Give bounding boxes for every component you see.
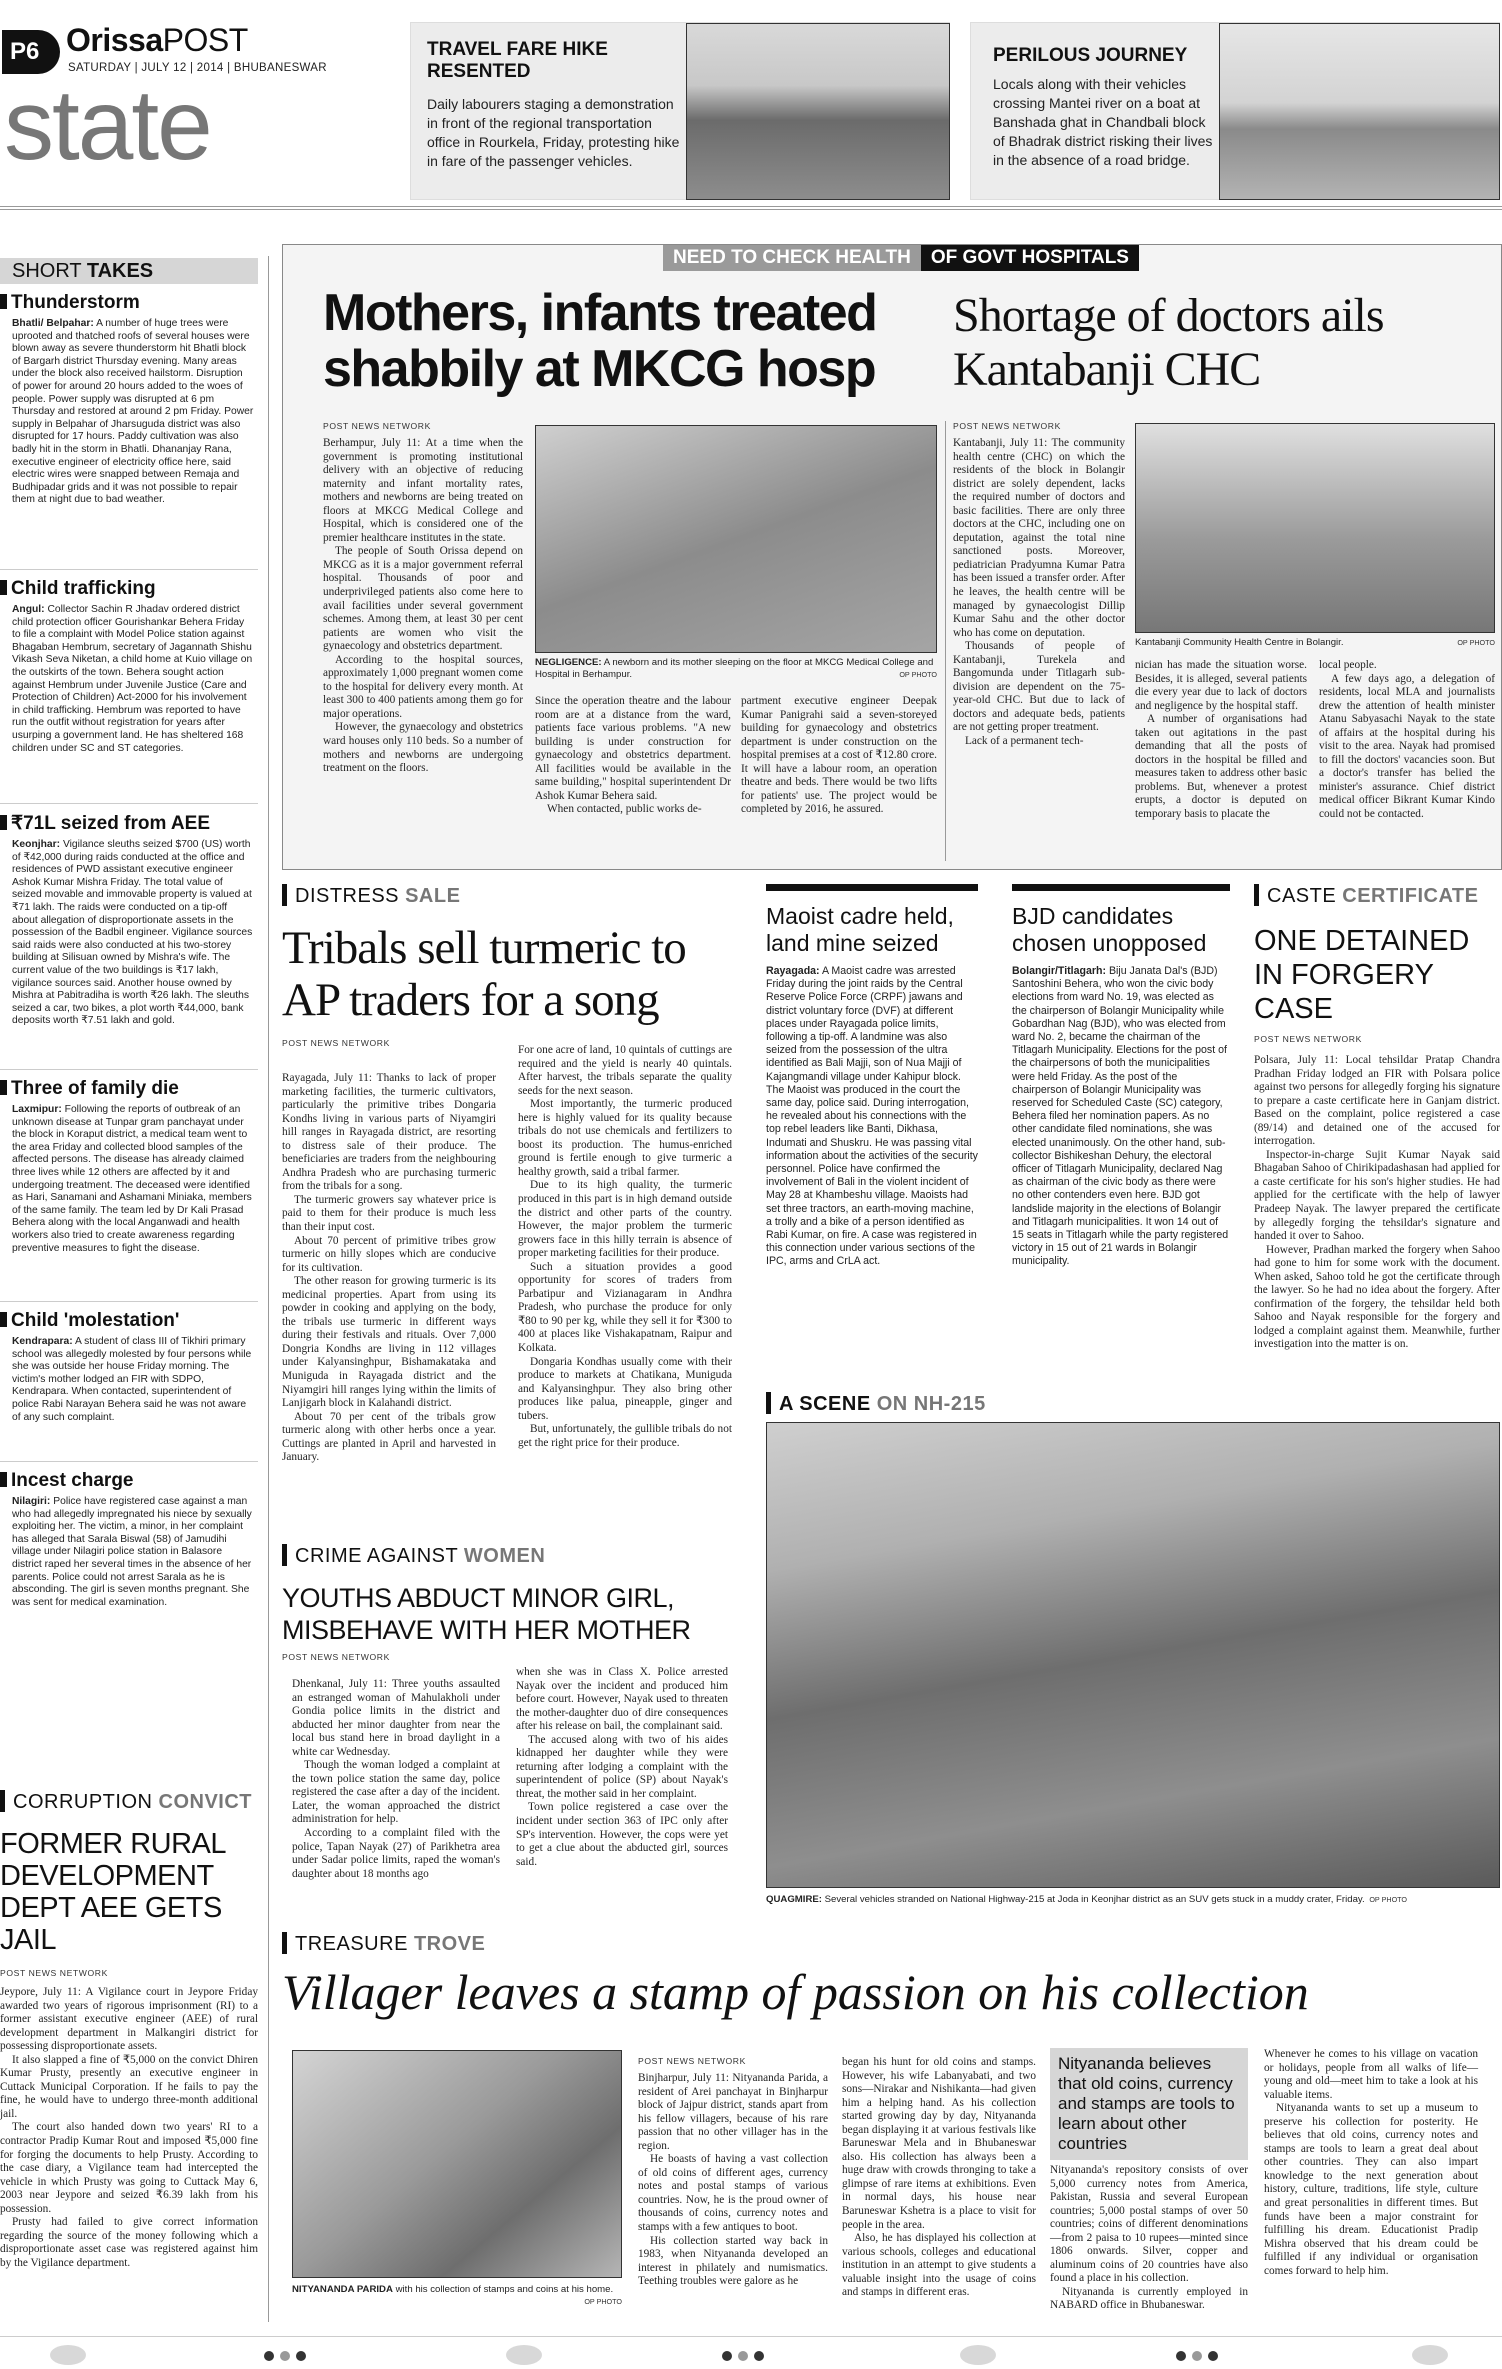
pull-quote: Nityananda believes that old coins, currency and stamps are tools to learn about other countries xyxy=(1050,2048,1248,2160)
headline: BJD candidates chosen unopposed xyxy=(1012,903,1207,956)
treasure-col-4: Whenever he comes to his village on vacation or holidays, people from all walks of life—young and old—meet him to take a look at his valuable items. Nityananda wants to set up a museum to preserve his collection for posterity. He believes that old coins, currency notes and stamps are tools to learn a great deal about other countries. They can also impart knowledge to the next generation about history, culture, traditions, life style, culture and great personalities in different times. But funds have been a major constraint for fulfilling his dream. Educationist Pradip Mishra observed that his dream could be fulfilled if any individual or organisation comes forward to help him. xyxy=(1264,2048,1478,2277)
short-take-text: Collector Sachin R Jhadav ordered district child protection officer Gourishankar Behera Friday to file a complaint with Model Police station against Bhagaban Hembrum, secretary of Jagannath Shishu Vikash Seva Niketan, a child home at Kuio village on the outskirts of the town. Behera sought action against Hembrum under Juvenile Justice (Care and Protection of Children) Act-2000 for his involvement in child trafficking. Hembrum was reported to have run the outfit without registration for years after usurping a government land. He has sheltered 168 children under SC and ST categories. xyxy=(12,604,253,754)
reg-mark xyxy=(960,2345,996,2365)
photo-caption: NEGLIGENCE: A newborn and its mother sleeping on the floor at MKCG Medical College and Hospital in Berhampur. OP PHOTO xyxy=(535,657,937,680)
headline-kantabanji: Shortage of doctors ails Kantabanji CHC xyxy=(953,289,1384,396)
teaser-perilous-journey[interactable] xyxy=(970,22,1500,200)
photo-story-nh215 xyxy=(766,1392,1500,1922)
photo-caption: QUAGMIRE: Several vehicles stranded on National Highway-215 at Joda in Keonjhar district as an SUV gets stuck in a muddy crater, Friday. OP PHOTO xyxy=(766,1894,1408,1905)
short-take-title: Child trafficking xyxy=(0,578,258,600)
byline: POST NEWS NETWORK xyxy=(1254,1034,1362,1044)
teaser-travel-fare[interactable] xyxy=(410,22,950,200)
reg-mark xyxy=(1176,2351,1186,2361)
photo-nityananda-collection xyxy=(292,2050,622,2278)
short-take-body xyxy=(0,1104,258,1255)
headline-mkcg: Mothers, infants treated shabbily at MKCG hosp xyxy=(323,284,877,398)
masthead xyxy=(0,0,1502,210)
mkcg-col-3: partment executive engineer Deepak Kumar Panigrahi said a seven-storeyed building for gynaecology and obstetrics department is under construction on the hospital premises at a cost of ₹12.80 crore. It will have a labour room, an operation theatre and beds. There would be two lifts for patients' use. The project would be completed by 2016, he assured. xyxy=(741,695,937,816)
story-corruption xyxy=(0,1790,258,2300)
short-take-title: Three of family die xyxy=(0,1078,258,1100)
teaser-title: TRAVEL FARE HIKE RESENTED xyxy=(427,39,608,82)
kantabanji-col-3: local people. A few days ago, a delegation of residents, local MLA and journalists drew the attention of health minister Atanu Sabyasachi Nayak to the state of affairs at the hospital during his visit to the area. Nayak had promised to fill the doctors' vacancies soon. But a doctor's transfer has belied the minister's assurance. Chief district medical officer Bikrant Kumar Kindo could not be contacted. xyxy=(1319,659,1495,821)
headline: FORMER RURAL DEVELOPMENT DEPT AEE GETS JAIL xyxy=(0,1828,225,1956)
top-rule xyxy=(1012,884,1230,891)
treasure-col-2: began his hunt for old coins and stamps. However, his wife Labanyabati, and two sons—Nirakar and Nishikanta—had given him a helping hand. As his collection started growing day by day, Nityananda began displaying it at various festivals like Baruneswar Mela and in Bhubaneswar also. His collection has always been a huge draw with crowds thronging to take a glimpse of rare items at exhibitions. Even in normal days, his house near Baruneswar Kshetra is a place to visit for people in the area. Also, he has displayed his collection at various schools, colleges and educational institution in an attempt to give students a valuable insight into the usage of coins and stamps in different eras. xyxy=(842,2056,1036,2299)
short-take-dateline: Nilagiri: xyxy=(12,1496,51,1507)
story-health-package xyxy=(282,244,1502,870)
mkcg-col-2: Since the operation theatre and the labour room are at a distance from the ward, patients face various problems. "A new building is under construction for gynaecology and obstetrics department. All facilities would be available in the same building," hospital superintendent Dr Ashok Kumar Behera said. When contacted, public works de- xyxy=(535,695,731,816)
kicker: CASTE CERTIFICATE xyxy=(1254,884,1500,908)
short-take-dateline: Keonjhar: xyxy=(12,839,61,850)
short-take-text: Police have registered case against a man who had allegedly impregnated his niece by sexually exploiting her. The victim, a minor, in her complaint has alleged that Sarala Biswal (58) of Jamudihi village under Nilagiri police station in Balasore district raped her several times in the absence of her parents. Police could not arrest Sarala as he is absconding. The girl is seven months pregnant. She was sent for medical examination. xyxy=(12,1496,252,1608)
photo-stranded-vehicles xyxy=(766,1422,1500,1888)
kicker: TREASURE TROVE xyxy=(282,1932,1500,1956)
story-body: Jeypore, July 11: A Vigilance court in Jeypore Friday awarded two years of rigorous imprisonment (RI) to a former assistant executive engineer (AEE) of rural development department in Malkangiri district for possessing disproportionate assets. It also slapped a fine of ₹5,000 on the convict Dhiren Kumar Prusty, presently an executive engineer in Cuttack Municipal Corporation. If he fails to pay the fine, he would have to undergo three-month additional jail. The court also handed down two years' RI to a contractor Pradip Kumar Rout and imposed ₹5,000 fine for forging the documents to help Prusty. According to the case diary, a Vigilance team had intercepted the vehicle in which Prusty was going to Cuttack May 6, 2003 near Jeypore and seized ₹6.39 lakh from his possession. Prusty had failed to give correct information regarding the source of the money following which a disproportionate asset case was registered against him by the Vigilance department. xyxy=(0,1986,258,2269)
short-take-dateline: Bhatli/ Belpahar: xyxy=(12,318,94,329)
short-take-body xyxy=(0,318,258,507)
column-divider xyxy=(268,256,269,2322)
short-take-text: Following the reports of outbreak of an unknown disease at Tunpar gram panchayat under the block in Koraput district, a medical team went to the area Friday and collected blood samples of the affected persons. The disease has already claimed three lives while 12 others are affected by it and undergoing treatment. The deceased were identified as Hari, Sanamani and Ashamani Miniaka, members of the same family. The team led by Dr Kali Prasad Behera along with the local Anganwadi and health workers also tried to create awareness regarding preventive measures to fight the disease. xyxy=(12,1104,252,1254)
short-take-body xyxy=(0,604,258,755)
kantabanji-col-1: Kantabanji, July 11: The community health centre (CHC) on which the residents of the block in Bolangir district are solely dependent, lacks the required number of doctors and basic facilities. There are only three doctors at the CHC, including one on deputation, against the total nine sanctioned posts. Moreover, pediatrician Pradyumna Kumar Patra has been issued a transfer order. After he leaves, the health centre will be managed by gynaecologist Dillip Kumar Sahu and the other doctor who has come on deputation. Thousands of people of Kantabanji, Turekela and Bangomunda under Titlagarh sub-division are dependent on the 75-year-old CHC. But due to lack of doctors and adequate beds, patients are not getting proper treatment. Lack of a permanent tech- xyxy=(953,437,1125,748)
headline: Tribals sell turmeric to AP traders for a song xyxy=(282,922,686,1026)
byline: POST NEWS NETWORK xyxy=(282,1038,390,1048)
story-body: Bolangir/Titlagarh: Biju Janata Dal's (BJD) Santoshini Behera, who won the civic body elections from ward No. 19, was elected as the chairperson of Bolangir Municipality while Gobardhan Nag (BJD), who was elected from ward No. 2, became the chairman of the Titlagarh Municipality. Elections for the post of the chairpersons of both the municipalities were held Friday. As the post of the chairperson of Bolangir Municipality was reserved for Scheduled Caste (SC) category, Behera filed her nomination papers. As no other candidate filed nominations, she was elected unanimously. On the other hand, sub-collector Bishikeshan Dehury, the electoral officer of Titlagarh Municipality, declared Nag as chairman of the civic body as there were no other contenders even here. BJD got landslide majority in the elections of Bolangir and Titlagarh municipalities. It won 14 out of 15 seats in Titlagarh while the party registered victory in 15 out of 21 wards in Bolangir municipality. xyxy=(1012,965,1229,1268)
short-take-title: Child 'molestation' xyxy=(0,1310,258,1332)
story-turmeric xyxy=(282,884,732,1534)
section-title: state xyxy=(4,69,211,181)
kantabanji-col-2: nician has made the situation worse. Besides, it is alleged, several patients die every year due to lack of doctors and negligence by the hospital staff. A number of organisations had taken out agitations in the past demanding that all the posts of doctors in the hospital be filled and measures taken to address other basic problems. But, whenever a protest erupts, a doctor is deputed on temporary basis to placate the xyxy=(1135,659,1307,821)
story-bjd xyxy=(1012,884,1230,1404)
treasure-col-3: Nityananda's repository consists of over 5,000 currency notes from America, Pakistan, Russia and several European countries; 5,000 postal stamps of over 50 countries; coins of different denominations—from 2 paisa to 10 rupees—minted since 1806 onwards. Silver, copper and aluminum coins of 20 countries have also found a place in his collection. Nityananda is currently employed in NABARD office in Bhubaneswar. xyxy=(1050,2164,1248,2312)
photo-caption: NITYANANDA PARIDA with his collection of stamps and coins at his home. OP PHOTO xyxy=(292,2284,622,2306)
short-take-title: Incest charge xyxy=(0,1470,258,1492)
reg-mark xyxy=(1412,2345,1448,2365)
kicker: CRIME AGAINST WOMEN xyxy=(282,1544,732,1568)
story-body: Polsara, July 11: Local tehsildar Pratap Chandra Pradhan Friday lodged an FIR with Polsara police against two persons for allegedly forging his signature to prepare a caste certificate here in Ganjam district. Based on the complaint, police registered a case (89/14) and detained one of the accused for interrogation. Inspector-in-charge Sujit Kumar Nayak said Bhagaban Sahoo of Chirikipadashasan had applied for a caste certificate for his son's higher studies. He had applied for the certificate with the help of lawyer Pradeep Nayak. The lawyer prepared the certificate by allegedly forging the tehsildar's signature and handed it over to Sahoo. However, Pradhan marked the forgery when Sahoo had gone to him for some work with the document. When asked, Sahoo told he got the certificate through the lawyer. So he had no idea about the forgery. After confirmation of the forgery, the tehsildar held both Sahoo and Nayak responsible for the forgery and lodged a complaint against them. Meanwhile, further investigation into the matter is on. xyxy=(1254,1054,1500,1351)
short-take-text: Vigilance sleuths seized $700 (US) worth of ₹42,000 during raids conducted at the office and residences of PWD assistant executive engineer Ashok Kumar Mishra Friday. The total value of seized movable and immovable property is valued at ₹71 lakh. The raids were conducted on a tip-off about allegation of disproportionate assets in the possession of the Badbil engineer. Vigilance sources said raids were also conducted at his two-storey building at Silisuan owned by Mishra's wife. The current value of the two buildings is ₹17 lakh, vigilance sources said. Another house owned by Mishra at Pabitradiha is worth ₹26 lakh. The sleuths seized a car, two bikes, a plot worth ₹44,000, bank deposits worth ₹7.51 lakh and gold. xyxy=(12,839,253,1027)
short-take-item xyxy=(0,1078,258,1302)
byline: POST NEWS NETWORK xyxy=(323,421,431,431)
short-take-item xyxy=(0,292,258,570)
reg-mark xyxy=(50,2345,86,2365)
top-rule xyxy=(766,884,978,891)
story-caste xyxy=(1254,884,1500,1404)
headline: Maoist cadre held, land mine seized xyxy=(766,903,954,956)
headline: ONE DETAINED IN FORGERY CASE xyxy=(1254,925,1470,1025)
teaser-text: Daily labourers staging a demonstration in front of the regional transportation office in Rourkela, Friday, protesting hike in fare of the passenger vehicles. xyxy=(427,96,680,169)
short-take-dateline: Laxmipur: xyxy=(12,1104,62,1115)
story-body: Rayagada: A Maoist cadre was arrested Friday during the joint raids by the Central Reserve Police Force (CRPF) jawans and district voluntary force (DVF) at different places under Rayagada police limits, following a tip-off. A landmine was also seized from the possession of the ultra identified as Bali Majji, son of Nua Majji of Kajangmandi village under Kahipur block. The Maoist was produced in the court the same day, police said. During interrogation, he revealed about his connections with the top rebel leaders like Banti, Dikhasa, Indumati and Shuskru. He was passing vital information about the activities of the security personnel. Police have confirmed the involvement of Bali in the violent incident of May 28 at Khambeshu village. Maoists had set three tractors, an earth-moving machine, a trolly and a bike of a person identified as Rabi Kumar, on fire. A case was registered in this connection under various sections of the IPC, arms and CrLA act. xyxy=(766,965,978,1268)
reg-mark xyxy=(264,2351,274,2361)
story-treasure xyxy=(282,1932,1500,2322)
short-take-item xyxy=(0,812,258,1070)
mkcg-col-1: Berhampur, July 11: At a time when the government is promoting institutional delivery with an objective of reducing maternity and infant mortality rates, mothers and newborns are being treated on floors at MKCG Medical College and Hospital, which is considered one of the premier healthcare institutes in the state. The people of South Orissa depend on MKCG as it is a major government referral hospital. Thousands of poor and underprivileged patients also come here to avail facilities under several government schemes. Among them, at least 30 per cent patients are women who visit the gynaecology and obstetrics department. According to the hospital sources, approximately 1,000 pregnant women come to the hospital for delivery every month. At least 300 to 400 patients among them go for major operations. However, the gynaecology and obstetrics ward houses only 110 beds. So a number of mothers and newborns are undergoing treatment on the floors. xyxy=(323,437,523,775)
short-take-title: ₹71L seized from AEE xyxy=(0,812,258,835)
short-takes-list xyxy=(0,292,258,1682)
short-take-text: A student of class III of Tikhiri primary school was allegedly molested by four persons while she was outside her house Friday morning. The victim's mother lodged an FIR with SDPO, Kendrapara. When contacted, superintendent of police Rabi Narayan Behera said he was not aware of any such complaint. xyxy=(12,1336,252,1423)
teaser-text: Locals along with their vehicles crossing Mantei river on a boat at Banshada ghat in Chandbali block of Bhadrak district risking their lives in the absence of a road bridge. xyxy=(993,76,1213,168)
crime-col-2: when she was in Class X. Police arrested Nayak over the incident and produced him before court. However, Nayak used to threaten the mother-daughter duo of dire consequences after his release on bail, the complainant said. The accused along with two of his aides kidnapped her daughter while they were returning after lodging a complaint with the superintendent of police (SP) about Nayak's threat, the mother said in her complaint. Town police registered a case over the incident under section 363 of IPC only after SP's intervention. However, the cops were yet to get a clue about the abducted girl, sources said. xyxy=(516,1666,728,1868)
short-take-item xyxy=(0,578,258,804)
kicker: A SCENE ON NH-215 xyxy=(766,1392,1500,1416)
teaser-photo-boat xyxy=(1219,23,1500,200)
headline: Villager leaves a stamp of passion on his collection xyxy=(282,1964,1309,2020)
short-take-title: Thunderstorm xyxy=(0,292,258,314)
byline: POST NEWS NETWORK xyxy=(953,421,1061,431)
short-take-item xyxy=(0,1470,258,1682)
crime-col-1: Dhenkanal, July 11: Three youths assaulted an estranged woman of Mahulakholi under Gondia police limits in the district and abducted her minor daughter from near the local bus stand here in broad daylight in a white car Wednesday. Though the woman lodged a complaint at the town police station the same day, police registered the case after a day of the incident. Later, the woman approached the district administration for help. According to a complaint filed with the police, Tapan Nayak (27) of Parikhetra area under Sadar police limits, raped the woman's daughter about 18 months ago xyxy=(292,1678,500,1880)
package-divider xyxy=(945,421,946,861)
brand-logo: OrissaPOST xyxy=(66,22,248,58)
short-take-body xyxy=(0,1496,258,1609)
short-take-item xyxy=(0,1310,258,1462)
package-band: NEED TO CHECK HEALTH OF GOVT HOSPITALS xyxy=(663,245,1139,271)
dateline: SATURDAY | JULY 12 | 2014 | BHUBANESWAR xyxy=(68,62,327,74)
short-take-dateline: Kendrapara: xyxy=(12,1336,73,1347)
byline: POST NEWS NETWORK xyxy=(638,2056,746,2066)
photo-caption: Kantabanji Community Health Centre in Bolangir. OP PHOTO xyxy=(1135,637,1495,648)
short-take-body xyxy=(0,839,258,1028)
short-takes-header: SHORT TAKES xyxy=(0,258,258,284)
byline: POST NEWS NETWORK xyxy=(282,1652,390,1662)
story-crime xyxy=(282,1544,732,1924)
registration-marks xyxy=(0,2336,1502,2369)
page-number-badge: P6 xyxy=(2,30,60,74)
photo-kantabanji-chc xyxy=(1135,423,1495,633)
headline: YOUTHS ABDUCT MINOR GIRL, MISBEHAVE WITH HER MOTHER xyxy=(282,1583,691,1645)
short-take-dateline: Angul: xyxy=(12,604,45,615)
teaser-photo-demonstration xyxy=(686,23,950,200)
turmeric-col-2: For one acre of land, 10 quintals of cuttings are required and the yield is nearly 40 quintals. After harvest, the tribals separate the quality seeds for the next season. Most importantly, the turmeric produced here is highly valued for its quality because tribals do not use chemicals and fertilizers to boost its production. The humus-enriched ground is fertile enough to give turmeric a healthy growth, said a tribal farmer. Due to its high quality, the turmeric produced in this part is in high demand outside the district and other parts of the country. However, the major problem the turmeric growers face in this hilly terrain is absence of proper marketing facilities for their produce. Such a situation provides a good opportunity for scores of traders from Parbatipur and Vizianagaram in Andhra Pradesh, who purchase the produce for only ₹80 to 90 per kg, while they sell it for ₹300 to 400 at places like Vishakapatnam, Raipur and Kolkata. Dongaria Kondhas usually come with their produce to markets at Chatikana, Muniguda and Kalyansinghpur. They also bring other produces like palua, pineapple, ginger and tubers. But, unfortunately, the gullible tribals do not get the right price for their produce. xyxy=(518,1044,732,1449)
teaser-title: PERILOUS JOURNEY xyxy=(993,45,1188,66)
photo-mkcg-floor xyxy=(535,425,937,653)
treasure-col-1: Binjharpur, July 11: Nityananda Parida, a resident of Arei panchayat in Binjharpur block of Jajpur district, stands apart from his fellow villagers, because of his rare passion that no other villager has in the region. He boasts of having a vast collection of old coins of different ages, currency notes and postal stamps of various countries. Now, he is the proud owner of thousands of coins, currency notes and stamps with a few antiques to boot. His collection started way back in 1983, when Nityananda developed an interest in philately and numismatics. Teething troubles were galore as he xyxy=(638,2072,828,2288)
turmeric-col-1: Rayagada, July 11: Thanks to lack of proper marketing facilities, the turmeric cultivators, particularly the primitive tribes Dongaria Kondhs living in various parts of Niyamgiri hill ranges in Rayagada district, are resorting to distress sale of their produce. The beneficiaries are traders from the neighbouring Andhra Pradesh who are purchasing turmeric from the tribals for a song. The turmeric growers say whatever price is paid to them for their produce is much less than their input cost. About 70 percent of primitive tribes grow turmeric on hilly slopes which are conducive for its cultivation. The other reason for growing turmeric is its medicinal properties. Apart from using its powder in cooking and applying on the body, the tribals use turmeric in different ways during their festivals and rituals. Over 7,000 Dongria Kondhs are living in 112 villages under Kalyansinghpur, Bishamakataka and Muniguda in Rayagada district and the Niyamgiri hill ranges lying within the limits of Lanjigarh block in Kalahandi district. About 70 per cent of the tribals grow turmeric along with other herbs once a year. Cuttings are planted in April and harvested in January. xyxy=(282,1072,496,1464)
kicker: CORRUPTION CONVICT xyxy=(0,1790,258,1814)
byline: POST NEWS NETWORK xyxy=(0,1968,108,1978)
short-take-text: A number of huge trees were uprooted and thatched roofs of several houses were blown away as severe thunderstorm hit Bhatli block of Bargarh district Thursday evening. Many areas under the block also received hailstorm. Disruption of power for around 20 hours added to the woes of people. Power supply was disrupted at 6 pm Thursday and restored at around 2 pm Friday. Power supply in Belpahar of Jharsuguda district was also disrupted for 17 hours. Paddy cultivation was also badly hit in the storm in Bhatli. Dhananjay Rana, executive engineer of electricity office here, said electric wires were snapped between Remaja and Budhipadar grids and it was not possible to repair them at night due to bad weather. xyxy=(12,318,254,506)
short-takes-column xyxy=(0,258,258,1788)
story-maoist xyxy=(766,884,978,1404)
short-take-body xyxy=(0,1336,258,1424)
reg-mark xyxy=(722,2351,732,2361)
reg-mark xyxy=(506,2345,542,2365)
kicker: DISTRESS SALE xyxy=(282,884,732,908)
masthead-divider xyxy=(0,206,1502,210)
